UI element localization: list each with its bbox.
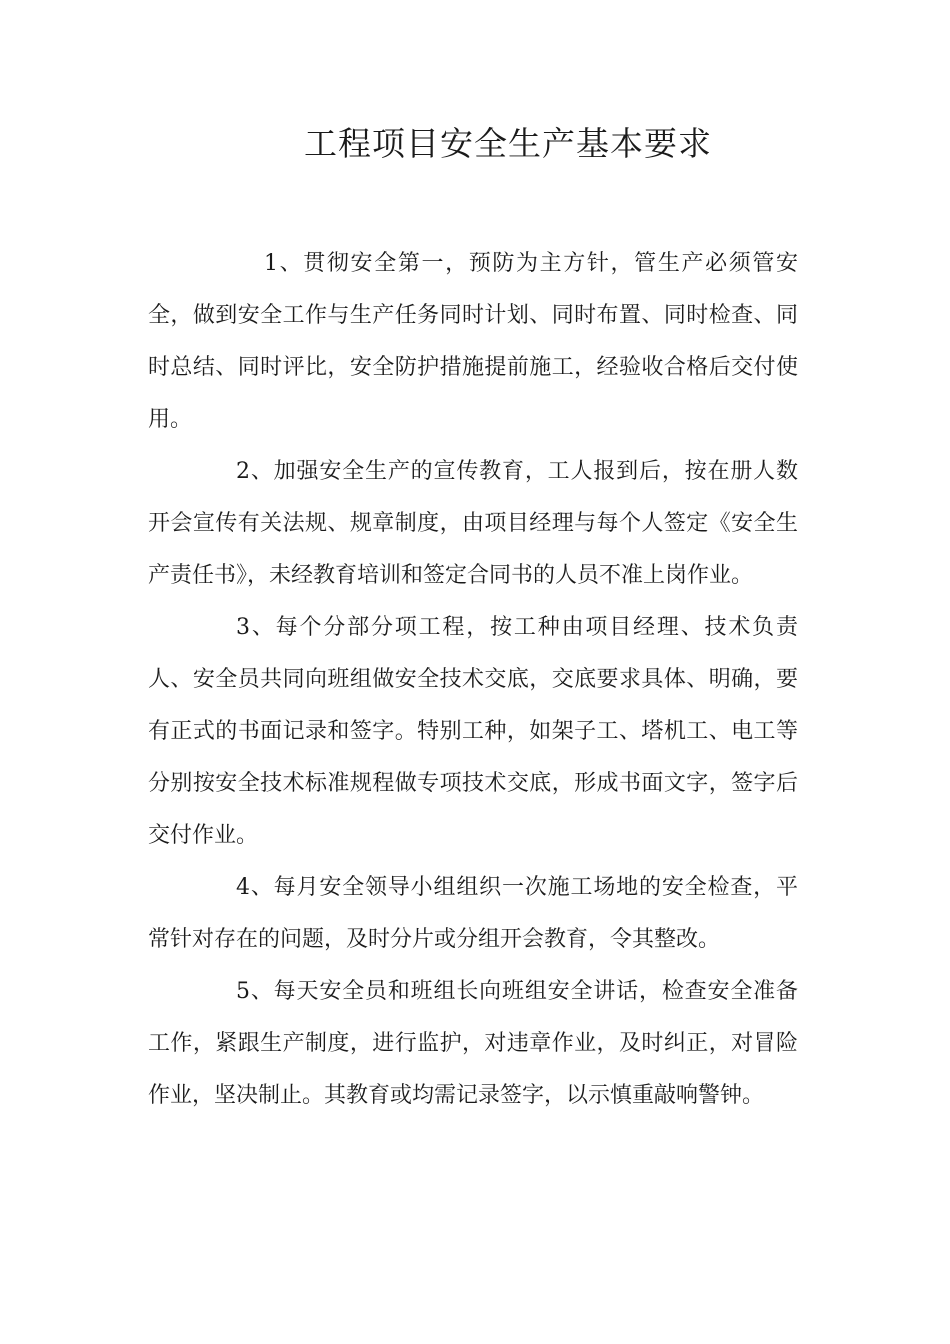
- paragraph-2: 2、加强安全生产的宣传教育，工人报到后，按在册人数开会宣传有关法规、规章制度，由项目经理与每个人签定《安全生产责任书》，未经教育培训和签定合同书的人员不准上岗作业。: [148, 459, 798, 588]
- paragraph-1: 1、贯彻安全第一，预防为主方针，管生产必须管安全，做到安全工作与生产任务同时计划、同时布置、同时检查、同时总结、同时评比，安全防护措施提前施工，经验收合格后交付使用。: [148, 251, 798, 432]
- document-body: [148, 238, 798, 1122]
- paragraph-5: 5、每天安全员和班组长向班组安全讲话，检查安全准备工作，紧跟生产制度，进行监护，对违章作业，及时纠正，对冒险作业，坚决制止。其教育或均需记录签字，以示慎重敲响警钟。: [148, 979, 798, 1108]
- paragraph-3: 3、每个分部分项工程，按工种由项目经理、技术负责人、安全员共同向班组做安全技术交底，交底要求具体、明确，要有正式的书面记录和签字。特别工种，如架子工、塔机工、电工等分别按安全技术标准规程做专项技术交底，形成书面文字，签字后交付作业。: [148, 615, 798, 848]
- document-title: 工程项目安全生产基本要求: [304, 124, 712, 163]
- paragraph-4: 4、每月安全领导小组组织一次施工场地的安全检查，平常针对存在的问题，及时分片或分组开会教育，令其整改。: [148, 875, 798, 952]
